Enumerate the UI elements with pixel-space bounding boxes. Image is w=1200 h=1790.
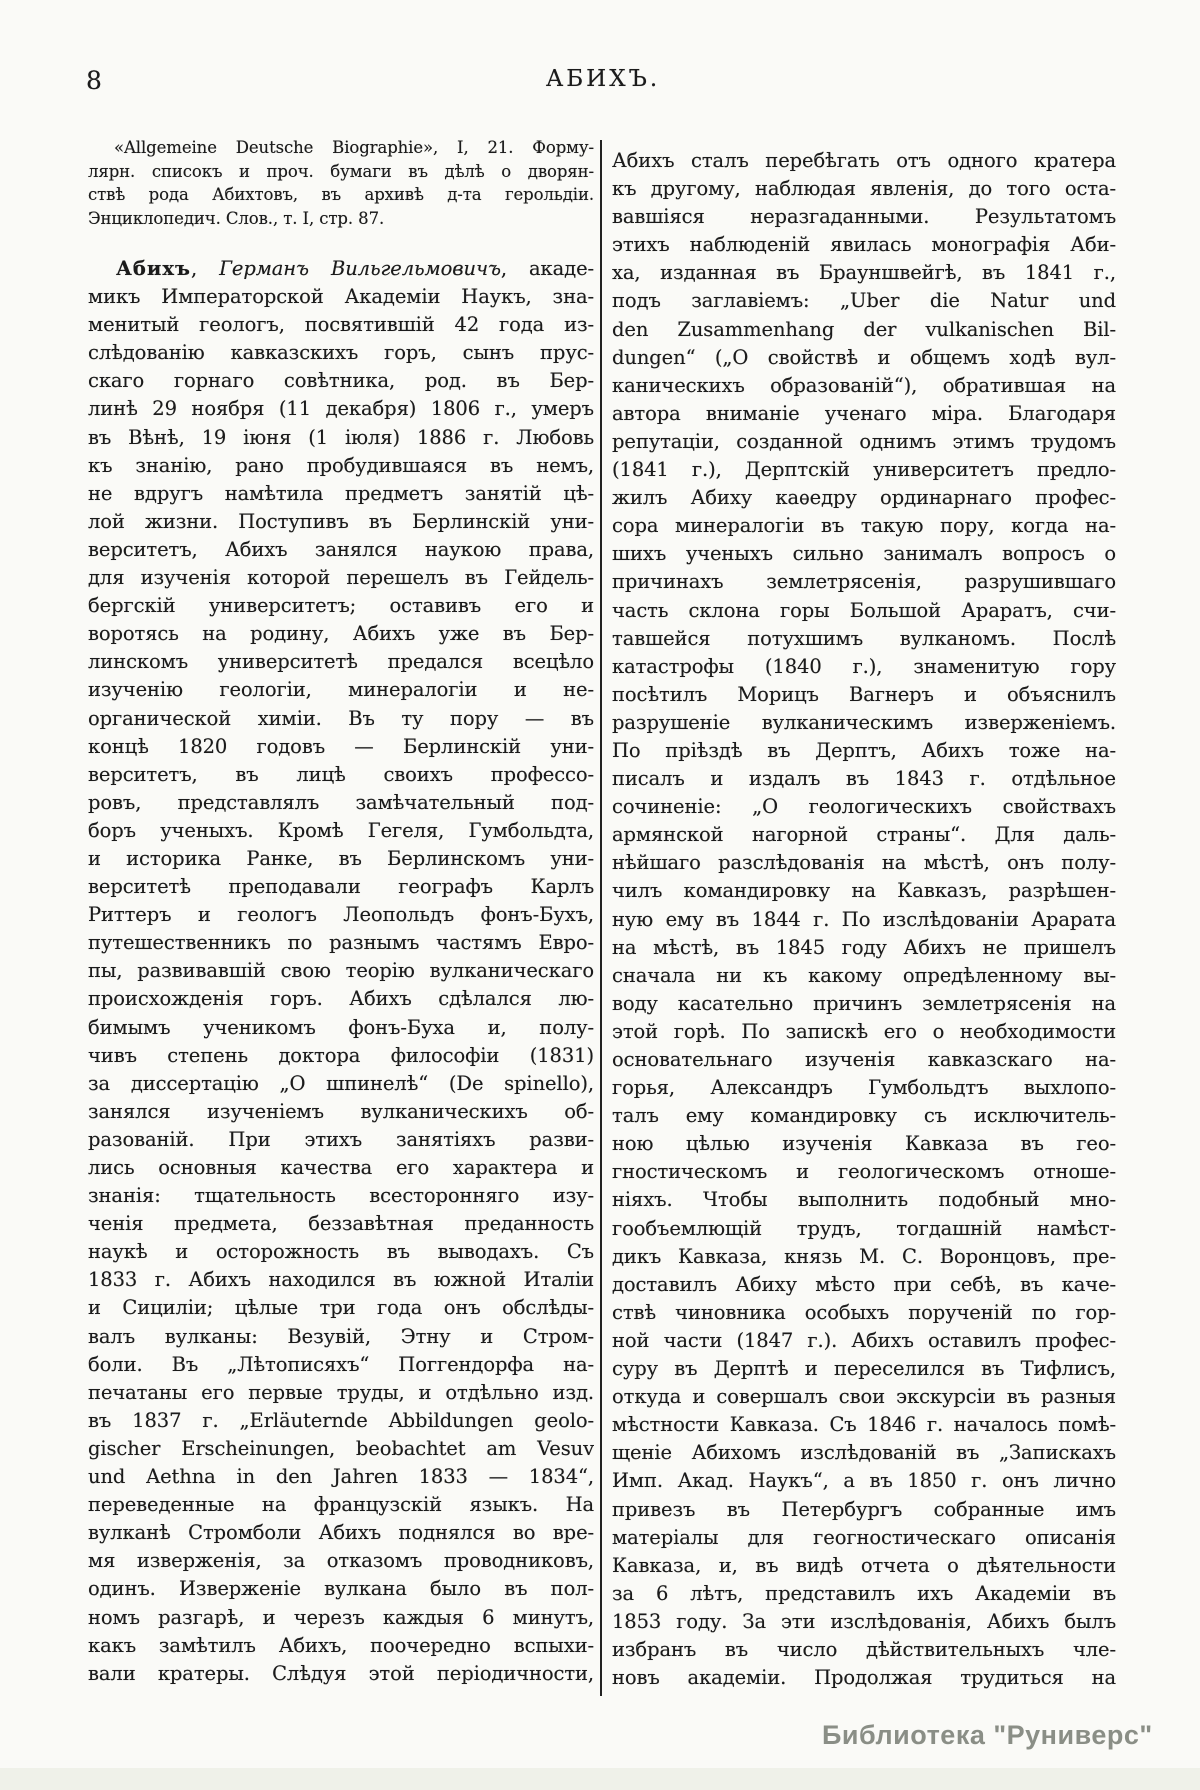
text-line: занялся изученіемъ вулканическихъ об- bbox=[88, 1099, 594, 1123]
text-line: 1833 г. Абихъ находился въ южной Италіи bbox=[88, 1268, 594, 1292]
text-line: горья, Александръ Гумбольдтъ выхлопо- bbox=[612, 1076, 1116, 1100]
text-line: верситетъ, въ лицѣ своихъ профессо- bbox=[88, 762, 594, 786]
text-line: ченія предмета, беззавѣтная преданность bbox=[88, 1212, 594, 1236]
text-line: этихъ наблюденій явилась монографія Аби- bbox=[612, 233, 1116, 257]
text-line: жилъ Абиху каѳедру ординарнаго профес- bbox=[612, 486, 1116, 510]
entry-first-line-rest: , акаде- bbox=[500, 257, 594, 280]
text-line: менитый геологъ, посвятившій 42 года из- bbox=[88, 313, 594, 337]
text-line: вали кратеры. Слѣдуя этой періодичности, bbox=[88, 1661, 594, 1685]
text-line: воротясь на родину, Абихъ уже въ Бер- bbox=[88, 622, 594, 646]
text-line: репутаціи, созданной однимъ этимъ трудомъ bbox=[612, 429, 1116, 453]
text-line: одинъ. Изверженіе вулкана было въ пол- bbox=[88, 1577, 594, 1601]
text-line: печатаны его первые труды, и отдѣльно изд. bbox=[88, 1380, 594, 1404]
text-line: за 6 лѣтъ, представилъ ихъ Академіи въ bbox=[612, 1581, 1116, 1605]
text-line: верситетѣ преподавали географъ Карлъ bbox=[88, 875, 594, 899]
text-line: ной части (1847 г.). Абихъ оставилъ профес- bbox=[612, 1328, 1116, 1352]
text-line: ствѣ чиновника особыхъ порученій по гор- bbox=[612, 1300, 1116, 1324]
text-line: По пріѣздѣ въ Дерптъ, Абихъ тоже на- bbox=[612, 738, 1116, 762]
text-line: переведенные на французскій языкъ. На bbox=[88, 1493, 594, 1517]
text-line: микъ Императорской Академіи Наукъ, зна- bbox=[88, 285, 594, 309]
text-line: сначала ни къ какому опредѣленному вы- bbox=[612, 963, 1116, 987]
note-line: «Allgemeine Deutsche Biographie», I, 21. Форму- bbox=[114, 138, 594, 157]
text-line: наукѣ и осторожность въ выводахъ. Съ bbox=[88, 1240, 594, 1264]
text-line: номъ разгарѣ, и черезъ каждыя 6 минутъ, bbox=[88, 1605, 594, 1629]
text-line: den Zusammenhang der vulkanischen Bil- bbox=[612, 317, 1116, 341]
text-line: тавшейся потухшимъ вулканомъ. Послѣ bbox=[612, 626, 1116, 650]
text-line: привезъ въ Петербургъ собранные имъ bbox=[612, 1497, 1116, 1521]
scan-bottom-strip bbox=[0, 1768, 1200, 1790]
text-line: ную ему въ 1844 г. По изслѣдованіи Арарата bbox=[612, 907, 1116, 931]
text-line: лой жизни. Поступивъ въ Берлинскій уни- bbox=[88, 509, 594, 533]
note-line: лярн. списокъ и проч. бумаги въ дѣлѣ о дворян- bbox=[88, 161, 594, 181]
text-line: Имп. Акад. Наукъ“, а въ 1850 г. онъ лично bbox=[612, 1469, 1116, 1493]
entry-headword: Абихъ bbox=[116, 257, 191, 280]
text-line: боли. Въ „Лѣтописяхъ“ Поггендорфа на- bbox=[88, 1352, 594, 1376]
text-line: для изученія которой перешелъ въ Гейдель- bbox=[88, 566, 594, 590]
text-line: органической химіи. Въ ту пору — въ bbox=[88, 706, 594, 730]
text-line: писалъ и издалъ въ 1843 г. отдѣльное bbox=[612, 767, 1116, 791]
note-line: Энциклопедич. Слов., т. I, стр. 87. bbox=[88, 208, 385, 228]
entry-separator: , bbox=[190, 257, 220, 280]
text-line: бергскій университетъ; оставивъ его и bbox=[88, 594, 594, 618]
running-title: АБИХЪ. bbox=[545, 66, 661, 92]
text-line: (1841 г.), Дерптскій университетъ предло- bbox=[612, 458, 1116, 482]
note-line: ствѣ рода Абихтовъ, въ архивѣ д-та герольдіи. bbox=[88, 185, 594, 205]
entry-person-name: Германъ Вильгельмовичъ bbox=[219, 257, 501, 280]
text-line: лись основныя качества его характера и bbox=[88, 1156, 594, 1179]
text-line: Риттеръ и геологъ Леопольдъ фонъ-Бухъ, bbox=[88, 903, 594, 927]
text-line: линскомъ университетѣ предался всецѣло bbox=[88, 650, 594, 674]
text-line: разрушеніе вулканическимъ изверженіемъ. bbox=[612, 710, 1116, 734]
text-line: ніяхъ. Чтобы выполнить подобный мно- bbox=[612, 1188, 1116, 1212]
text-line: каническихъ образованій“), обратившая на bbox=[612, 373, 1116, 397]
text-line: вулканѣ Стромболи Абихъ поднялся во вре- bbox=[88, 1521, 594, 1545]
text-line: талъ ему командировку съ исключитель- bbox=[612, 1104, 1116, 1128]
text-line: ровъ, представлялъ замѣчательный под- bbox=[88, 790, 594, 814]
text-line: къ знанію, рано пробудившаяся въ немъ, bbox=[88, 453, 594, 477]
text-line: концѣ 1820 годовъ — Берлинскій уни- bbox=[88, 734, 594, 758]
text-line: какъ замѣтилъ Абихъ, поочередно вспыхи- bbox=[88, 1633, 594, 1657]
text-line: откуда и совершалъ свои экскурсіи въ разныя bbox=[612, 1385, 1116, 1409]
text-line: посѣтилъ Морицъ Вагнеръ и объяснилъ bbox=[612, 682, 1116, 706]
text-line: щеніе Абихомъ изслѣдованій въ „Запискахъ bbox=[612, 1441, 1116, 1465]
text-line: пы, развивавшій свою теорію вулканическаго bbox=[88, 959, 594, 983]
text-line: причинахъ землетрясенія, разрушившаго bbox=[612, 570, 1116, 594]
text-line: линѣ 29 ноября (11 декабря) 1806 г., умеръ bbox=[88, 397, 594, 421]
text-line: происхожденія горъ. Абихъ сдѣлался лю- bbox=[88, 987, 594, 1011]
text-line: подъ заглавіемъ: „Uber die Natur und bbox=[612, 289, 1116, 313]
text-line: катастрофы (1840 г.), знаменитую гору bbox=[612, 654, 1116, 678]
text-line: слѣдованію кавказскихъ горъ, сынъ прус- bbox=[88, 341, 594, 365]
text-line: скаго горнаго совѣтника, род. въ Бер- bbox=[88, 369, 594, 393]
text-line: мя изверженія, за отказомъ проводниковъ, bbox=[88, 1549, 594, 1573]
text-line: матеріалы для геогностическаго описанія bbox=[612, 1525, 1116, 1549]
text-line: знанія: тщательность всесторонняго изу- bbox=[88, 1184, 594, 1208]
text-line: 1853 году. За эти изслѣдованія, Абихъ былъ bbox=[612, 1609, 1116, 1633]
text-line: въ 1837 г. „Erläuternde Abbildungen geolo- bbox=[88, 1408, 594, 1432]
text-line: чилъ командировку на Кавказъ, разрѣшен- bbox=[612, 879, 1116, 903]
library-watermark: Библиотека "Руниверс" bbox=[822, 1720, 1153, 1750]
text-line: изученію геологіи, минералогіи и не- bbox=[88, 678, 594, 702]
text-line: шихъ ученыхъ сильно занималъ вопросъ о bbox=[612, 542, 1116, 566]
text-line: основательнаго изученія кавказскаго на- bbox=[612, 1048, 1116, 1071]
text-line: мѣстности Кавказа. Съ 1846 г. началось помѣ- bbox=[612, 1413, 1116, 1437]
text-line: ха, изданная въ Брауншвейгѣ, въ 1841 г., bbox=[612, 261, 1116, 285]
text-line: Кавказа, и, въ видѣ отчета о дѣятельности bbox=[612, 1553, 1116, 1577]
text-line: нѣйшаго разслѣдованія на мѣстѣ, онъ полу- bbox=[612, 851, 1116, 875]
text-line: часть склона горы Большой Араратъ, счи- bbox=[612, 598, 1116, 622]
text-line: боръ ученыхъ. Кромѣ Гегеля, Гумбольдта, bbox=[88, 818, 594, 842]
text-line: бимымъ ученикомъ фонъ-Буха и, полу- bbox=[88, 1015, 594, 1039]
text-line: дикъ Кавказа, князь М. С. Воронцовъ, пре- bbox=[612, 1244, 1116, 1268]
text-line: und Aethna in den Jahren 1833 — 1834“, bbox=[88, 1465, 594, 1489]
text-line: вавшіяся неразгаданными. Результатомъ bbox=[612, 205, 1116, 229]
text-line: новъ академіи. Продолжая трудиться на bbox=[612, 1666, 1116, 1690]
text-line: путешественникъ по разнымъ частямъ Евро- bbox=[88, 931, 594, 955]
left-column bbox=[88, 257, 594, 1690]
text-line: въ Вѣнѣ, 19 іюня (1 іюля) 1886 г. Любовь bbox=[88, 425, 594, 449]
bibliography-note bbox=[88, 138, 594, 232]
text-line: верситетъ, Абихъ занялся наукою права, bbox=[88, 537, 594, 561]
text-line: сочиненіе: „О геологическихъ свойствахъ bbox=[612, 795, 1116, 819]
text-line: гностическомъ и геологическомъ отноше- bbox=[612, 1160, 1116, 1184]
right-column bbox=[612, 149, 1116, 1694]
text-line: валъ вулканы: Везувій, Этну и Стром- bbox=[88, 1324, 594, 1348]
text-line: ною цѣлью изученія Кавказа въ гео- bbox=[612, 1132, 1116, 1156]
text-line: сора минералогіи въ такую пору, когда на- bbox=[612, 514, 1116, 538]
text-line: и Сициліи; цѣлые три года онъ обслѣды- bbox=[88, 1296, 594, 1320]
text-line: на мѣстѣ, въ 1845 году Абихъ не пришелъ bbox=[612, 935, 1116, 959]
text-line: чивъ степень доктора философіи (1831) bbox=[88, 1043, 594, 1067]
text-line: избранъ въ число дѣйствительныхъ чле- bbox=[612, 1637, 1116, 1661]
page-number: 8 bbox=[86, 66, 102, 95]
text-line: за диссертацію „О шпинелѣ“ (De spinello), bbox=[88, 1071, 594, 1095]
text-line: разованій. При этихъ занятіяхъ разви- bbox=[88, 1127, 594, 1151]
text-line: къ другому, наблюдая явленія, до того оста- bbox=[612, 177, 1116, 201]
text-line: и историка Ранке, въ Берлинскомъ уни- bbox=[88, 846, 594, 870]
text-line: доставилъ Абиху мѣсто при себѣ, въ каче- bbox=[612, 1272, 1116, 1296]
text-line: воду касательно причинъ землетрясенія на bbox=[612, 991, 1116, 1015]
text-line: этой горѣ. По запискѣ его о необходимости bbox=[612, 1019, 1116, 1043]
text-line: армянской нагорной страны“. Для даль- bbox=[612, 823, 1116, 847]
text-line: не вдругъ намѣтила предметъ занятій цѣ- bbox=[88, 481, 594, 505]
text-line: Абихъ сталъ перебѣгать отъ одного кратера bbox=[612, 149, 1116, 172]
text-line: суру въ Дерптѣ и переселился въ Тифлисъ, bbox=[612, 1357, 1116, 1381]
text-line: автора вниманіе ученаго міра. Благодаря bbox=[612, 401, 1116, 425]
text-line: гообъемлющій трудъ, тогдашній намѣст- bbox=[612, 1216, 1116, 1240]
column-divider-rule bbox=[600, 140, 602, 1696]
text-line: dungen“ („О свойствѣ и общемъ ходѣ вул- bbox=[612, 345, 1116, 369]
entry-first-line bbox=[88, 257, 594, 285]
text-line: gischer Erscheinungen, beobachtet am Vesuv bbox=[88, 1436, 594, 1460]
